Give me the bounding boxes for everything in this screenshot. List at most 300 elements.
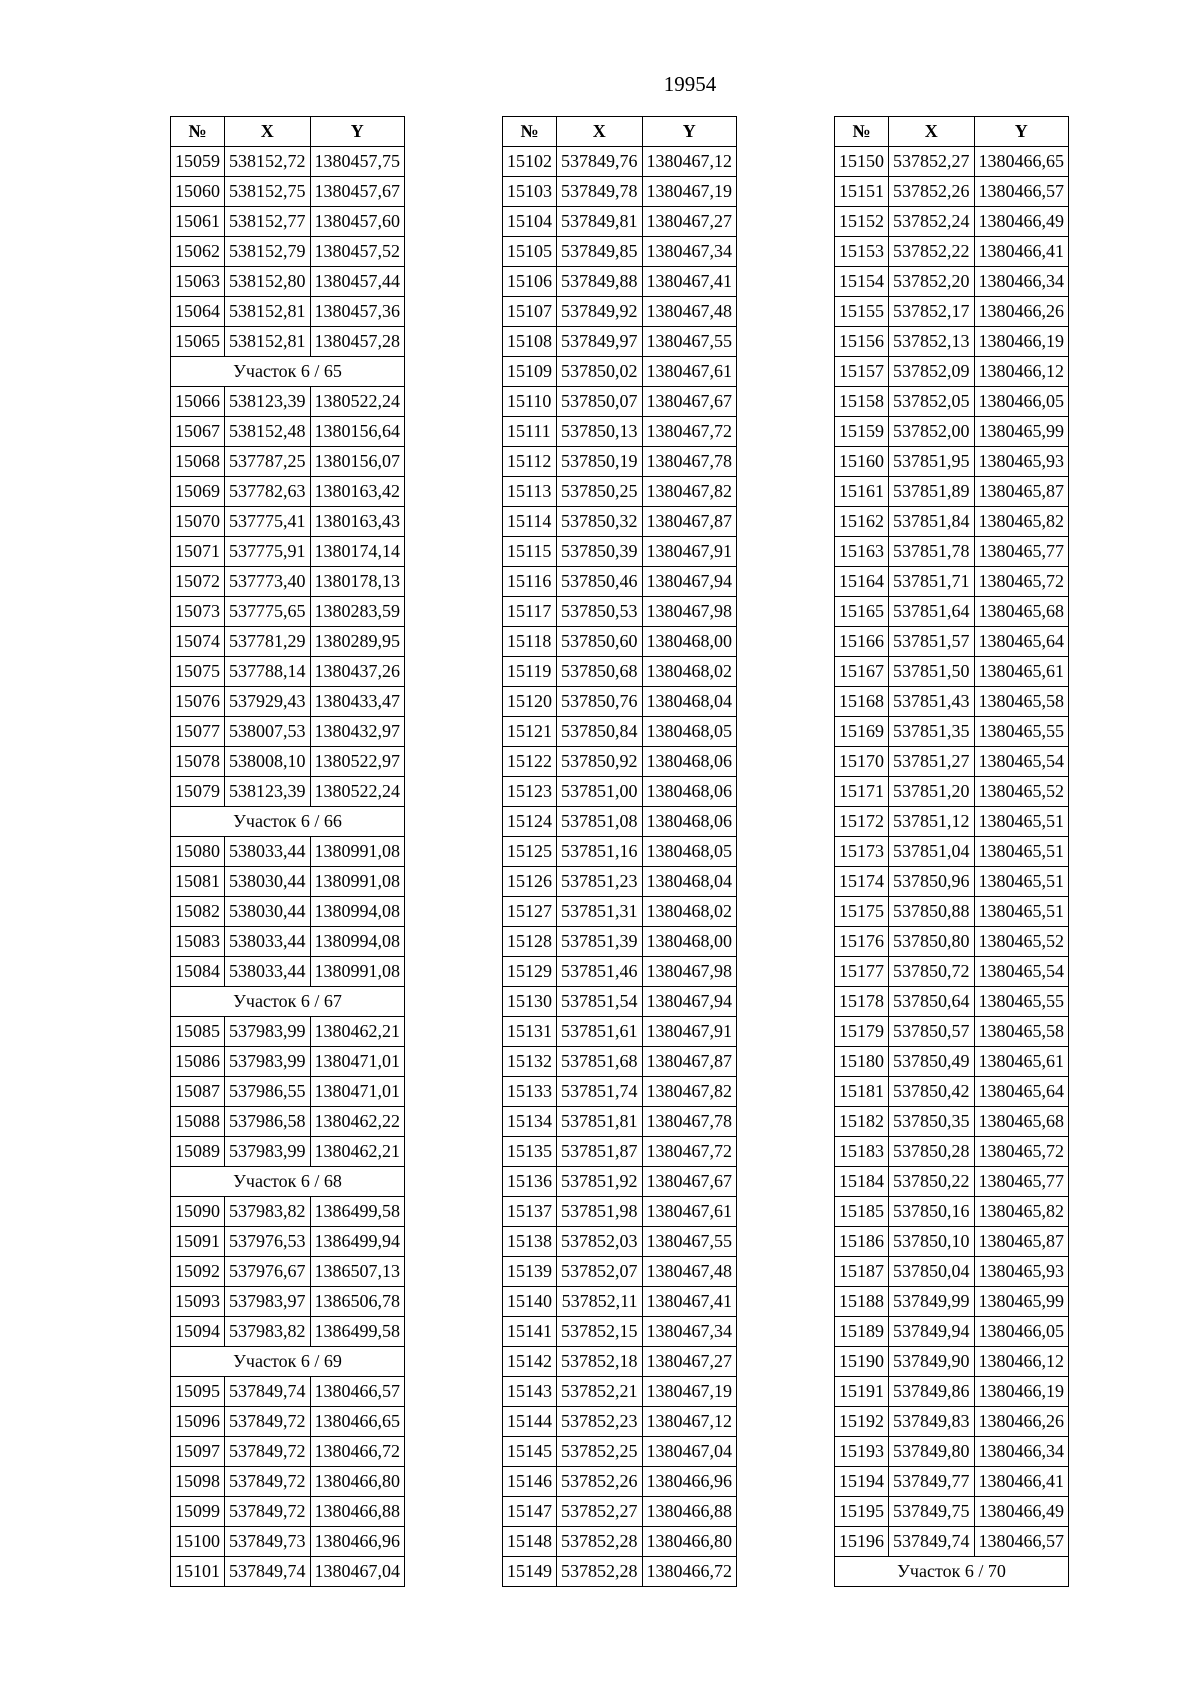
table-row [835, 1407, 1069, 1437]
x-coordinate-cell: 537850,39 [557, 537, 643, 567]
point-number-cell: 15110 [503, 387, 557, 417]
table-row [503, 627, 737, 657]
point-number-cell: 15156 [835, 327, 889, 357]
x-coordinate-cell: 537850,76 [557, 687, 643, 717]
point-number-cell: 15099 [171, 1497, 225, 1527]
y-coordinate-cell: 1380466,72 [310, 1437, 405, 1467]
y-coordinate-cell: 1380466,34 [974, 1437, 1069, 1467]
y-coordinate-cell: 1380467,67 [642, 387, 737, 417]
point-number-cell: 15076 [171, 687, 225, 717]
point-number-cell: 15070 [171, 507, 225, 537]
point-number-cell: 15089 [171, 1137, 225, 1167]
point-number-cell: 15166 [835, 627, 889, 657]
table-row [503, 237, 737, 267]
point-number-cell: 15158 [835, 387, 889, 417]
y-coordinate-cell: 1380466,88 [310, 1497, 405, 1527]
x-coordinate-cell: 537852,23 [557, 1407, 643, 1437]
section-label: Участок 6 / 65 [171, 357, 405, 387]
table-row [835, 927, 1069, 957]
y-coordinate-cell: 1380467,91 [642, 1017, 737, 1047]
y-coordinate-cell: 1380466,80 [642, 1527, 737, 1557]
y-coordinate-cell: 1380466,05 [974, 1317, 1069, 1347]
x-coordinate-cell: 537849,73 [225, 1527, 311, 1557]
x-coordinate-cell: 537788,14 [225, 657, 311, 687]
table-row [503, 1377, 737, 1407]
x-coordinate-cell: 537852,21 [557, 1377, 643, 1407]
x-coordinate-cell: 537849,92 [557, 297, 643, 327]
y-coordinate-cell: 1380467,82 [642, 477, 737, 507]
x-coordinate-cell: 537852,20 [889, 267, 975, 297]
x-coordinate-cell: 537851,89 [889, 477, 975, 507]
point-number-cell: 15159 [835, 417, 889, 447]
point-number-cell: 15075 [171, 657, 225, 687]
table-row [503, 717, 737, 747]
x-coordinate-cell: 537850,35 [889, 1107, 975, 1137]
y-coordinate-cell: 1380466,19 [974, 1377, 1069, 1407]
x-coordinate-cell: 537850,04 [889, 1257, 975, 1287]
table-row [835, 1197, 1069, 1227]
x-coordinate-cell: 537851,95 [889, 447, 975, 477]
table-row [171, 177, 405, 207]
table-row [171, 897, 405, 927]
point-number-cell: 15079 [171, 777, 225, 807]
table-body [171, 147, 405, 1587]
table-row [171, 1527, 405, 1557]
table-row [835, 1077, 1069, 1107]
table-row [503, 1137, 737, 1167]
table-row [835, 417, 1069, 447]
point-number-cell: 15060 [171, 177, 225, 207]
y-coordinate-cell: 1380457,75 [310, 147, 405, 177]
table-row [171, 867, 405, 897]
table-row [503, 267, 737, 297]
x-coordinate-cell: 537849,90 [889, 1347, 975, 1377]
table-row [503, 507, 737, 537]
y-coordinate-cell: 1380466,96 [310, 1527, 405, 1557]
point-number-cell: 15176 [835, 927, 889, 957]
point-number-cell: 15121 [503, 717, 557, 747]
y-coordinate-cell: 1380468,05 [642, 717, 737, 747]
point-number-cell: 15137 [503, 1197, 557, 1227]
table-body [503, 147, 737, 1587]
y-coordinate-cell: 1386507,13 [310, 1257, 405, 1287]
x-coordinate-cell: 538008,10 [225, 747, 311, 777]
table-row [835, 807, 1069, 837]
point-number-cell: 15183 [835, 1137, 889, 1167]
header-y: Y [642, 117, 737, 147]
x-coordinate-cell: 537852,09 [889, 357, 975, 387]
table-row [503, 657, 737, 687]
table-row [835, 477, 1069, 507]
point-number-cell: 15134 [503, 1107, 557, 1137]
x-coordinate-cell: 538033,44 [225, 927, 311, 957]
y-coordinate-cell: 1380466,57 [310, 1377, 405, 1407]
table-row [171, 1047, 405, 1077]
y-coordinate-cell: 1380467,55 [642, 1227, 737, 1257]
x-coordinate-cell: 537849,83 [889, 1407, 975, 1437]
y-coordinate-cell: 1380467,61 [642, 357, 737, 387]
coordinate-table-1 [170, 116, 405, 1587]
table-row [171, 1317, 405, 1347]
y-coordinate-cell: 1380433,47 [310, 687, 405, 717]
x-coordinate-cell: 537851,46 [557, 957, 643, 987]
point-number-cell: 15127 [503, 897, 557, 927]
y-coordinate-cell: 1380467,41 [642, 267, 737, 297]
y-coordinate-cell: 1380466,12 [974, 357, 1069, 387]
point-number-cell: 15136 [503, 1167, 557, 1197]
table-row [503, 177, 737, 207]
y-coordinate-cell: 1380465,61 [974, 657, 1069, 687]
point-number-cell: 15131 [503, 1017, 557, 1047]
y-coordinate-cell: 1380467,72 [642, 1137, 737, 1167]
y-coordinate-cell: 1380465,54 [974, 747, 1069, 777]
x-coordinate-cell: 537849,88 [557, 267, 643, 297]
table-row [503, 747, 737, 777]
point-number-cell: 15063 [171, 267, 225, 297]
point-number-cell: 15167 [835, 657, 889, 687]
table-row [503, 327, 737, 357]
point-number-cell: 15104 [503, 207, 557, 237]
table-row [171, 387, 405, 417]
x-coordinate-cell: 538152,79 [225, 237, 311, 267]
y-coordinate-cell: 1380468,06 [642, 777, 737, 807]
y-coordinate-cell: 1380468,04 [642, 867, 737, 897]
table-row [503, 1407, 737, 1437]
table-row [171, 747, 405, 777]
point-number-cell: 15125 [503, 837, 557, 867]
y-coordinate-cell: 1380467,98 [642, 597, 737, 627]
y-coordinate-cell: 1380467,87 [642, 507, 737, 537]
table-row [835, 747, 1069, 777]
table-row [835, 267, 1069, 297]
table-row [171, 627, 405, 657]
table-row [835, 1377, 1069, 1407]
x-coordinate-cell: 537850,88 [889, 897, 975, 927]
section-label: Участок 6 / 68 [171, 1167, 405, 1197]
table-row [835, 987, 1069, 1017]
point-number-cell: 15153 [835, 237, 889, 267]
x-coordinate-cell: 537849,75 [889, 1497, 975, 1527]
table-row [171, 1557, 405, 1587]
y-coordinate-cell: 1380467,34 [642, 237, 737, 267]
x-coordinate-cell: 537773,40 [225, 567, 311, 597]
point-number-cell: 15105 [503, 237, 557, 267]
x-coordinate-cell: 537851,00 [557, 777, 643, 807]
point-number-cell: 15181 [835, 1077, 889, 1107]
point-number-cell: 15085 [171, 1017, 225, 1047]
y-coordinate-cell: 1380467,67 [642, 1167, 737, 1197]
x-coordinate-cell: 537929,43 [225, 687, 311, 717]
x-coordinate-cell: 537852,26 [889, 177, 975, 207]
table-row [503, 1077, 737, 1107]
section-label: Участок 6 / 70 [835, 1557, 1069, 1587]
y-coordinate-cell: 1380465,93 [974, 447, 1069, 477]
table-row [503, 1257, 737, 1287]
x-coordinate-cell: 538033,44 [225, 837, 311, 867]
table-row [835, 387, 1069, 417]
x-coordinate-cell: 537852,27 [889, 147, 975, 177]
point-number-cell: 15111 [503, 417, 557, 447]
point-number-cell: 15140 [503, 1287, 557, 1317]
x-coordinate-cell: 538152,48 [225, 417, 311, 447]
table-row [835, 837, 1069, 867]
x-coordinate-cell: 537850,84 [557, 717, 643, 747]
y-coordinate-cell: 1380991,08 [310, 867, 405, 897]
point-number-cell: 15178 [835, 987, 889, 1017]
y-coordinate-cell: 1380467,91 [642, 537, 737, 567]
x-coordinate-cell: 537850,60 [557, 627, 643, 657]
table-row [835, 657, 1069, 687]
point-number-cell: 15152 [835, 207, 889, 237]
y-coordinate-cell: 1380994,08 [310, 897, 405, 927]
header-number: № [503, 117, 557, 147]
x-coordinate-cell: 537850,02 [557, 357, 643, 387]
x-coordinate-cell: 537850,28 [889, 1137, 975, 1167]
x-coordinate-cell: 538152,75 [225, 177, 311, 207]
x-coordinate-cell: 537850,68 [557, 657, 643, 687]
point-number-cell: 15068 [171, 447, 225, 477]
table-row [171, 1137, 405, 1167]
point-number-cell: 15169 [835, 717, 889, 747]
table-row [835, 687, 1069, 717]
y-coordinate-cell: 1380466,80 [310, 1467, 405, 1497]
y-coordinate-cell: 1380991,08 [310, 957, 405, 987]
x-coordinate-cell: 537849,74 [225, 1377, 311, 1407]
point-number-cell: 15082 [171, 897, 225, 927]
section-row [171, 1347, 405, 1377]
point-number-cell: 15146 [503, 1467, 557, 1497]
x-coordinate-cell: 537986,58 [225, 1107, 311, 1137]
x-coordinate-cell: 537849,72 [225, 1467, 311, 1497]
y-coordinate-cell: 1380462,21 [310, 1017, 405, 1047]
y-coordinate-cell: 1380467,41 [642, 1287, 737, 1317]
y-coordinate-cell: 1380462,22 [310, 1107, 405, 1137]
point-number-cell: 15135 [503, 1137, 557, 1167]
y-coordinate-cell: 1380174,14 [310, 537, 405, 567]
y-coordinate-cell: 1380465,58 [974, 1017, 1069, 1047]
x-coordinate-cell: 537850,53 [557, 597, 643, 627]
header-y: Y [310, 117, 405, 147]
point-number-cell: 15061 [171, 207, 225, 237]
y-coordinate-cell: 1380522,24 [310, 777, 405, 807]
table-row [835, 777, 1069, 807]
x-coordinate-cell: 537852,27 [557, 1497, 643, 1527]
y-coordinate-cell: 1380457,44 [310, 267, 405, 297]
x-coordinate-cell: 537850,57 [889, 1017, 975, 1047]
y-coordinate-cell: 1380163,43 [310, 507, 405, 537]
point-number-cell: 15145 [503, 1437, 557, 1467]
point-number-cell: 15090 [171, 1197, 225, 1227]
x-coordinate-cell: 537983,99 [225, 1017, 311, 1047]
coordinate-table-3 [834, 116, 1069, 1587]
x-coordinate-cell: 537851,08 [557, 807, 643, 837]
y-coordinate-cell: 1380991,08 [310, 837, 405, 867]
point-number-cell: 15128 [503, 927, 557, 957]
point-number-cell: 15154 [835, 267, 889, 297]
x-coordinate-cell: 537851,23 [557, 867, 643, 897]
point-number-cell: 15195 [835, 1497, 889, 1527]
x-coordinate-cell: 538030,44 [225, 867, 311, 897]
y-coordinate-cell: 1380466,12 [974, 1347, 1069, 1377]
x-coordinate-cell: 537782,63 [225, 477, 311, 507]
point-number-cell: 15190 [835, 1347, 889, 1377]
y-coordinate-cell: 1380465,87 [974, 1227, 1069, 1257]
table-row [503, 867, 737, 897]
table-row [835, 1227, 1069, 1257]
table-header-row [835, 117, 1069, 147]
x-coordinate-cell: 538152,81 [225, 297, 311, 327]
x-coordinate-cell: 537851,78 [889, 537, 975, 567]
y-coordinate-cell: 1380994,08 [310, 927, 405, 957]
x-coordinate-cell: 537850,10 [889, 1227, 975, 1257]
y-coordinate-cell: 1380471,01 [310, 1047, 405, 1077]
point-number-cell: 15173 [835, 837, 889, 867]
table-header-row [171, 117, 405, 147]
x-coordinate-cell: 537850,96 [889, 867, 975, 897]
x-coordinate-cell: 537850,25 [557, 477, 643, 507]
x-coordinate-cell: 537983,82 [225, 1317, 311, 1347]
y-coordinate-cell: 1380466,41 [974, 1467, 1069, 1497]
x-coordinate-cell: 537850,42 [889, 1077, 975, 1107]
x-coordinate-cell: 537850,22 [889, 1167, 975, 1197]
x-coordinate-cell: 537852,17 [889, 297, 975, 327]
table-row [835, 567, 1069, 597]
y-coordinate-cell: 1380465,93 [974, 1257, 1069, 1287]
x-coordinate-cell: 537851,35 [889, 717, 975, 747]
point-number-cell: 15103 [503, 177, 557, 207]
table-row [171, 657, 405, 687]
y-coordinate-cell: 1380466,65 [310, 1407, 405, 1437]
point-number-cell: 15129 [503, 957, 557, 987]
table-row [503, 897, 737, 927]
y-coordinate-cell: 1380465,51 [974, 837, 1069, 867]
point-number-cell: 15077 [171, 717, 225, 747]
table-row [503, 1227, 737, 1257]
y-coordinate-cell: 1380467,12 [642, 1407, 737, 1437]
table-row [171, 1077, 405, 1107]
point-number-cell: 15180 [835, 1047, 889, 1077]
point-number-cell: 15088 [171, 1107, 225, 1137]
table-row [171, 957, 405, 987]
point-number-cell: 15164 [835, 567, 889, 597]
y-coordinate-cell: 1386499,58 [310, 1317, 405, 1347]
point-number-cell: 15142 [503, 1347, 557, 1377]
point-number-cell: 15067 [171, 417, 225, 447]
point-number-cell: 15193 [835, 1437, 889, 1467]
point-number-cell: 15187 [835, 1257, 889, 1287]
table-row [503, 687, 737, 717]
y-coordinate-cell: 1380466,49 [974, 207, 1069, 237]
x-coordinate-cell: 537775,65 [225, 597, 311, 627]
table-row [835, 867, 1069, 897]
point-number-cell: 15184 [835, 1167, 889, 1197]
point-number-cell: 15086 [171, 1047, 225, 1077]
point-number-cell: 15073 [171, 597, 225, 627]
table-row [835, 1017, 1069, 1047]
y-coordinate-cell: 1380467,19 [642, 177, 737, 207]
x-coordinate-cell: 537983,82 [225, 1197, 311, 1227]
y-coordinate-cell: 1380468,05 [642, 837, 737, 867]
table-row [171, 297, 405, 327]
y-coordinate-cell: 1380467,72 [642, 417, 737, 447]
x-coordinate-cell: 537849,72 [225, 1497, 311, 1527]
table-row [835, 1287, 1069, 1317]
point-number-cell: 15074 [171, 627, 225, 657]
x-coordinate-cell: 537851,81 [557, 1107, 643, 1137]
x-coordinate-cell: 538152,81 [225, 327, 311, 357]
y-coordinate-cell: 1380465,68 [974, 597, 1069, 627]
table-row [835, 537, 1069, 567]
table-row [835, 447, 1069, 477]
x-coordinate-cell: 537851,98 [557, 1197, 643, 1227]
y-coordinate-cell: 1380467,27 [642, 207, 737, 237]
y-coordinate-cell: 1380466,88 [642, 1497, 737, 1527]
x-coordinate-cell: 537849,74 [225, 1557, 311, 1587]
x-coordinate-cell: 537850,49 [889, 1047, 975, 1077]
x-coordinate-cell: 537849,81 [557, 207, 643, 237]
y-coordinate-cell: 1380457,60 [310, 207, 405, 237]
x-coordinate-cell: 537851,57 [889, 627, 975, 657]
point-number-cell: 15078 [171, 747, 225, 777]
point-number-cell: 15107 [503, 297, 557, 327]
x-coordinate-cell: 537851,43 [889, 687, 975, 717]
y-coordinate-cell: 1380465,64 [974, 1077, 1069, 1107]
y-coordinate-cell: 1380468,02 [642, 897, 737, 927]
y-coordinate-cell: 1380465,99 [974, 417, 1069, 447]
section-row [171, 357, 405, 387]
y-coordinate-cell: 1380468,02 [642, 657, 737, 687]
x-coordinate-cell: 537781,29 [225, 627, 311, 657]
point-number-cell: 15163 [835, 537, 889, 567]
x-coordinate-cell: 537976,67 [225, 1257, 311, 1287]
page-number: 19954 [663, 72, 717, 96]
y-coordinate-cell: 1380465,55 [974, 717, 1069, 747]
x-coordinate-cell: 537851,50 [889, 657, 975, 687]
table-row [835, 1437, 1069, 1467]
point-number-cell: 15123 [503, 777, 557, 807]
point-number-cell: 15062 [171, 237, 225, 267]
x-coordinate-cell: 537850,32 [557, 507, 643, 537]
table-row [503, 1167, 737, 1197]
table-row [171, 777, 405, 807]
section-row [171, 987, 405, 1017]
y-coordinate-cell: 1380467,78 [642, 1107, 737, 1137]
point-number-cell: 15179 [835, 1017, 889, 1047]
point-number-cell: 15130 [503, 987, 557, 1017]
y-coordinate-cell: 1380465,52 [974, 927, 1069, 957]
table-row [835, 147, 1069, 177]
table-row [171, 447, 405, 477]
point-number-cell: 15124 [503, 807, 557, 837]
point-number-cell: 15065 [171, 327, 225, 357]
table-body [835, 147, 1069, 1587]
point-number-cell: 15168 [835, 687, 889, 717]
y-coordinate-cell: 1380466,34 [974, 267, 1069, 297]
table-row [503, 537, 737, 567]
point-number-cell: 15100 [171, 1527, 225, 1557]
y-coordinate-cell: 1380466,49 [974, 1497, 1069, 1527]
table-row [171, 837, 405, 867]
table-row [835, 627, 1069, 657]
table-row [503, 1197, 737, 1227]
x-coordinate-cell: 537851,39 [557, 927, 643, 957]
x-coordinate-cell: 537983,97 [225, 1287, 311, 1317]
x-coordinate-cell: 537849,97 [557, 327, 643, 357]
table-row [503, 837, 737, 867]
table-row [503, 387, 737, 417]
x-coordinate-cell: 537983,99 [225, 1137, 311, 1167]
table-row [171, 717, 405, 747]
